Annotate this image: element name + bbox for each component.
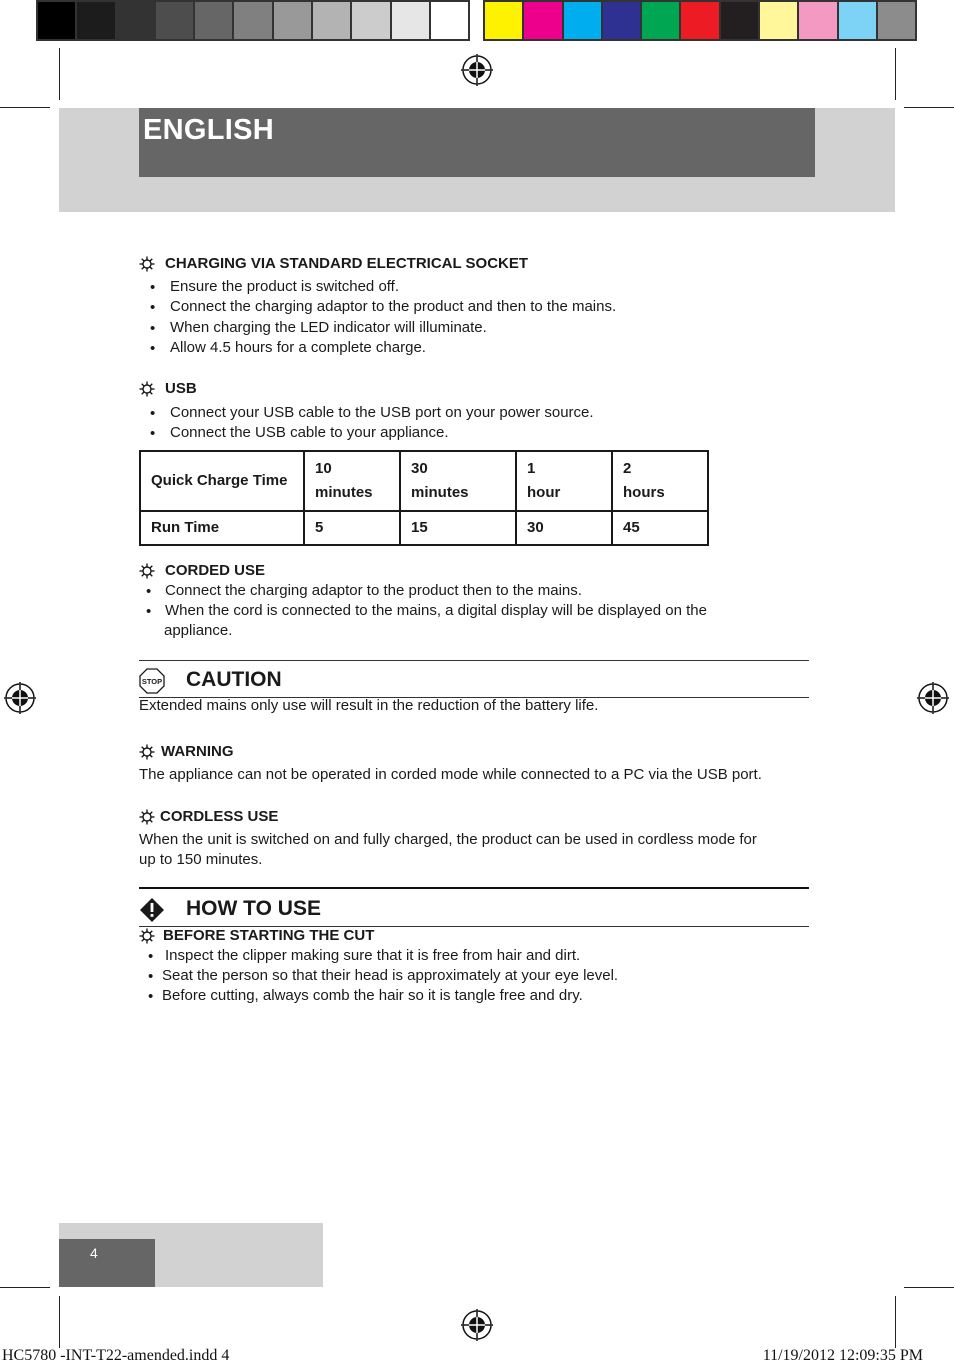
table-cell <box>140 511 304 545</box>
list-item: Before cutting, always comb the hair so it is tangle free and dry. <box>162 987 583 1004</box>
sun-icon <box>139 928 155 944</box>
bullet: • <box>148 988 154 1005</box>
crop-mark <box>59 1296 60 1348</box>
color-swatch <box>195 2 232 39</box>
before-cut-heading-text: BEFORE STARTING THE CUT <box>163 927 375 944</box>
cell-text: 5 <box>315 519 324 536</box>
before-cut-heading <box>139 927 374 944</box>
registration-mark-icon <box>461 1309 493 1341</box>
bullet: • <box>150 340 156 357</box>
crop-mark <box>895 1296 896 1348</box>
color-swatch <box>799 2 836 39</box>
table-cell <box>612 451 708 511</box>
color-swatch <box>274 2 311 39</box>
corded-heading-text: CORDED USE <box>165 562 266 579</box>
table-cell <box>516 511 612 545</box>
table-row <box>140 451 708 511</box>
charging-heading <box>139 255 528 272</box>
cordless-text-line: up to 150 minutes. <box>139 851 263 868</box>
color-swatch <box>156 2 193 39</box>
sun-icon <box>139 809 155 825</box>
crop-mark <box>895 48 896 100</box>
color-swatch <box>642 2 679 39</box>
sun-icon <box>139 744 155 760</box>
list-item: When charging the LED indicator will illuminate. <box>170 319 487 336</box>
table-cell <box>304 511 400 545</box>
cell-text: hour <box>527 484 561 501</box>
cell-text: 30 <box>527 519 544 536</box>
warning-heading-text: WARNING <box>161 743 234 760</box>
divider <box>139 660 809 661</box>
cordless-heading-text: CORDLESS USE <box>160 808 279 825</box>
crop-mark <box>59 48 60 100</box>
bullet: • <box>150 425 156 442</box>
color-swatch <box>878 2 915 39</box>
color-swatch <box>564 2 601 39</box>
svg-text:STOP: STOP <box>141 677 163 686</box>
color-swatch <box>485 2 522 39</box>
list-item: Seat the person so that their head is approximately at your eye level. <box>162 967 619 984</box>
color-swatch <box>77 2 114 39</box>
divider <box>139 887 809 889</box>
list-item-continuation: appliance. <box>164 622 233 639</box>
usb-heading-text: USB <box>165 380 197 397</box>
color-swatch <box>234 2 271 39</box>
list-item: Connect the charging adaptor to the product and then to the mains. <box>170 298 617 315</box>
cordless-heading <box>139 808 278 825</box>
table-cell <box>516 451 612 511</box>
how-to-use-heading: HOW TO USE <box>186 897 321 920</box>
registration-mark-icon <box>917 682 949 714</box>
color-swatch <box>392 2 429 39</box>
stop-sign-icon <box>139 668 165 694</box>
cell-text: Run Time <box>151 519 220 536</box>
cell-text: 10 <box>315 460 332 477</box>
usb-heading <box>139 380 197 397</box>
list-item: Allow 4.5 hours for a complete charge. <box>170 339 426 356</box>
cell-text: 1 <box>527 460 536 477</box>
file-slug: HC5780 -INT-T22-amended.indd 4 <box>2 1347 230 1364</box>
bullet: • <box>148 948 154 965</box>
color-swatch <box>38 2 75 39</box>
cell-text: minutes <box>315 484 373 501</box>
color-swatch <box>352 2 389 39</box>
color-swatch <box>431 2 468 39</box>
caution-heading: CAUTION <box>186 668 282 691</box>
caution-text: Extended mains only use will result in the reduction of the battery life. <box>139 697 599 714</box>
page-number: 4 <box>90 1245 98 1261</box>
warning-diamond-icon <box>139 897 165 923</box>
table-cell <box>304 451 400 511</box>
color-swatch <box>313 2 350 39</box>
color-swatch <box>760 2 797 39</box>
cell-text: 30 <box>411 460 428 477</box>
crop-mark <box>904 107 954 108</box>
bullet: • <box>150 299 156 316</box>
sun-icon <box>139 381 155 397</box>
registration-mark-icon <box>461 54 493 86</box>
crop-mark <box>0 1287 50 1288</box>
cell-text: minutes <box>411 484 469 501</box>
bullet: • <box>148 968 154 985</box>
cell-text: 45 <box>623 519 640 536</box>
color-swatch <box>721 2 758 39</box>
list-item: Connect the charging adaptor to the product then to the mains. <box>165 582 582 599</box>
gray-color-bar <box>36 0 470 41</box>
page-number-box <box>59 1239 155 1287</box>
table-row <box>140 511 708 545</box>
table-cell <box>400 451 516 511</box>
cell-text: 2 <box>623 460 632 477</box>
charging-heading-text: CHARGING VIA STANDARD ELECTRICAL SOCKET <box>165 255 529 272</box>
list-item: When the cord is connected to the mains, a digital display will be displayed on the <box>165 602 707 619</box>
sun-icon <box>139 563 155 579</box>
table-cell <box>400 511 516 545</box>
color-swatch <box>839 2 876 39</box>
list-item: Inspect the clipper making sure that it is free from hair and dirt. <box>165 947 581 964</box>
list-item: Connect the USB cable to your appliance. <box>170 424 449 441</box>
cell-text: Quick Charge Time <box>151 472 288 489</box>
list-item: Ensure the product is switched off. <box>170 278 400 295</box>
cordless-text-line: When the unit is switched on and fully charged, the product can be used in cordless mode for <box>139 831 757 848</box>
bullet: • <box>150 279 156 296</box>
list-item: Connect your USB cable to the USB port on your power source. <box>170 404 594 421</box>
color-swatch <box>117 2 154 39</box>
bullet: • <box>150 320 156 337</box>
sun-icon <box>139 256 155 272</box>
bullet: • <box>146 603 152 620</box>
process-color-bar <box>483 0 917 41</box>
cell-text: 15 <box>411 519 428 536</box>
bullet: • <box>146 583 152 600</box>
corded-heading <box>139 562 265 579</box>
crop-mark <box>904 1287 954 1288</box>
table-cell <box>140 451 304 511</box>
date-slug: 11/19/2012 12:09:35 PM <box>762 1347 923 1364</box>
color-swatch <box>681 2 718 39</box>
color-swatch <box>603 2 640 39</box>
bullet: • <box>150 405 156 422</box>
charge-time-table <box>139 450 709 546</box>
color-swatch <box>524 2 561 39</box>
warning-text: The appliance can not be operated in corded mode while connected to a PC via the USB port. <box>139 766 762 783</box>
table-cell <box>612 511 708 545</box>
cell-text: hours <box>623 484 665 501</box>
page-title: ENGLISH <box>143 114 274 146</box>
registration-mark-icon <box>4 682 36 714</box>
crop-mark <box>0 107 50 108</box>
warning-heading <box>139 743 234 760</box>
